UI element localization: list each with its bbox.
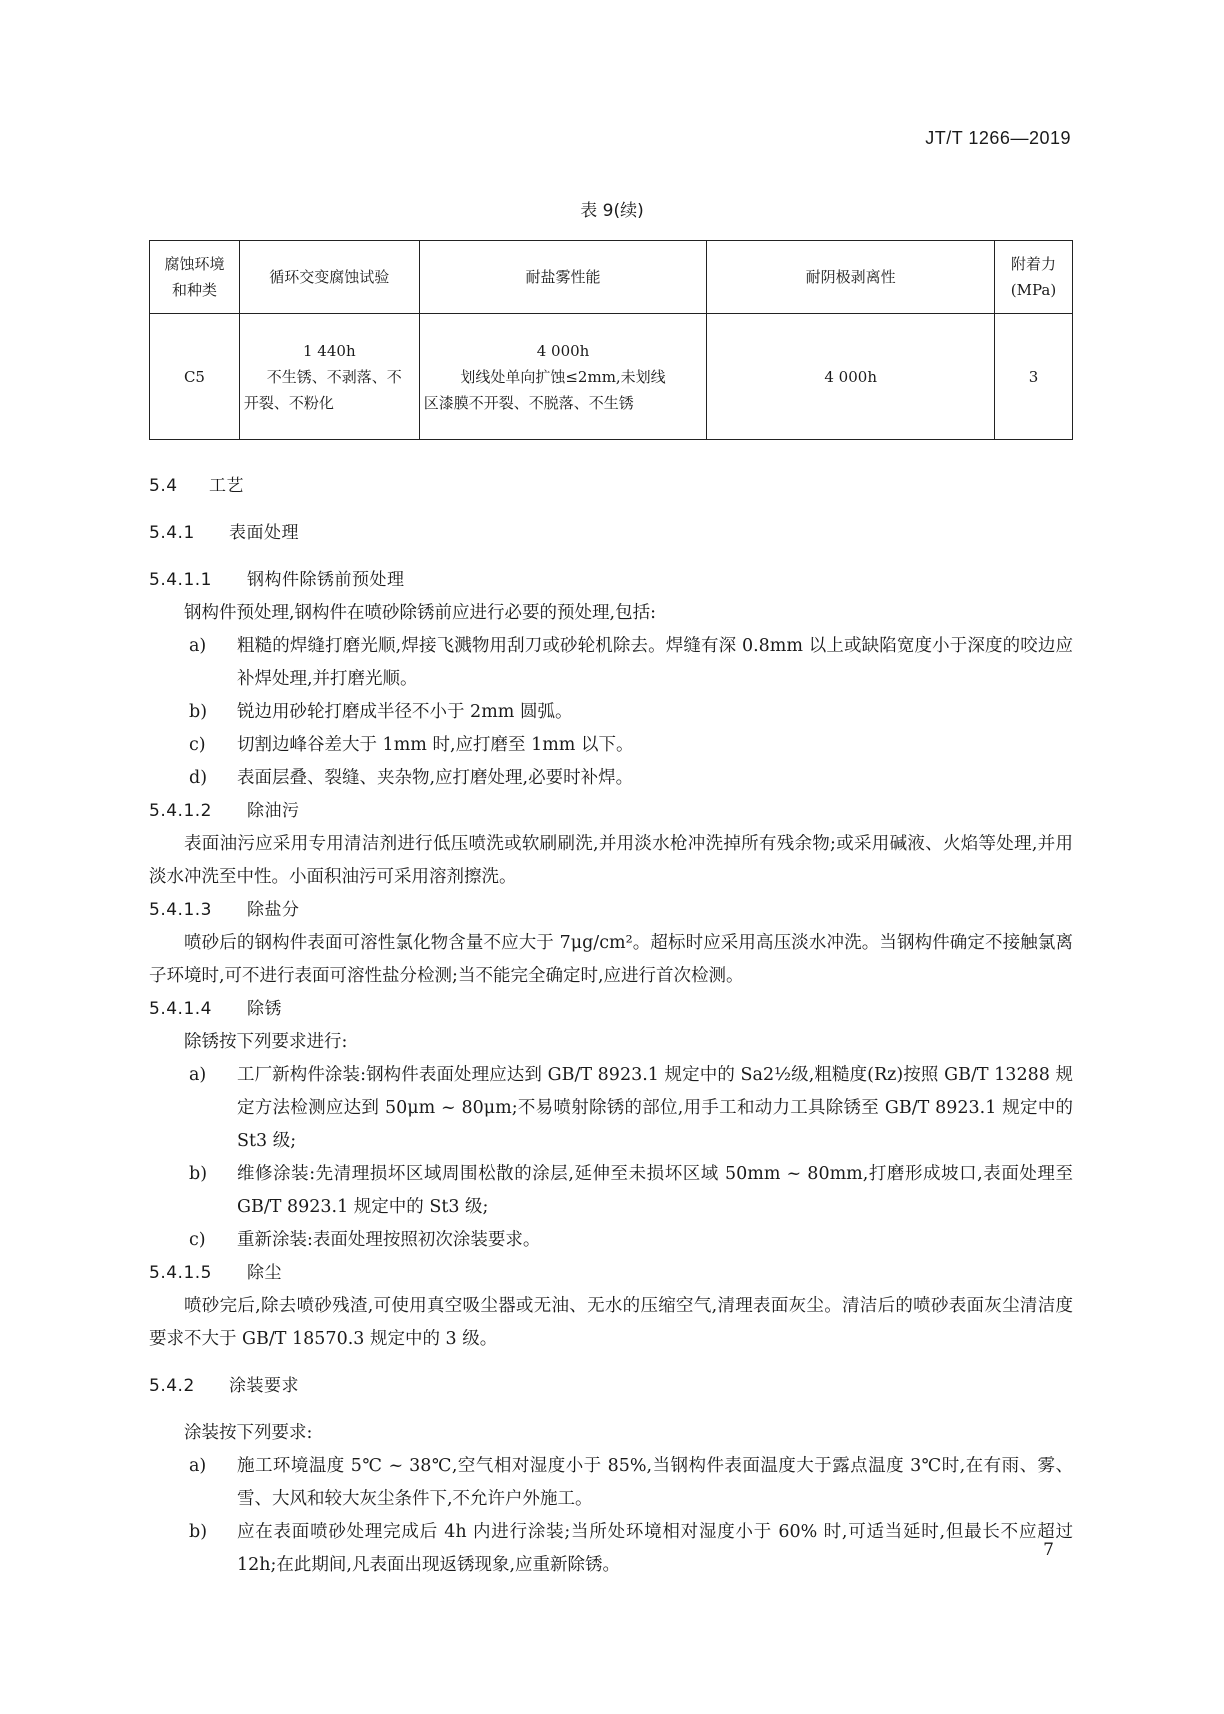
list-item: a) 粗糙的焊缝打磨光顺,焊接飞溅物用刮刀或砂轮机除去。焊缝有深 0.8mm 以上或缺陷宽度小于深度的咬边应补焊处理,并打磨光顺。	[189, 636, 1073, 689]
section-heading-5-4-1-1: 5.4.1.1 钢构件除锈前预处理	[149, 570, 405, 590]
paragraph: 表面油污应采用专用清洁剂进行低压喷洗或软刷刷洗,并用淡水枪冲洗掉所有残余物;或采用碱液、火焰等处理,并用淡水冲洗至中性。小面积油污可采用溶剂擦洗。	[149, 834, 1073, 887]
cell-cathodic: 4 000h	[707, 314, 995, 440]
list-item: b) 锐边用砂轮打磨成半径不小于 2mm 圆弧。	[189, 702, 573, 722]
section-heading-5-4-2: 5.4.2 涂装要求	[149, 1376, 299, 1396]
header-cyclic: 循环交变腐蚀试验	[239, 241, 419, 314]
cell-salt-spray: 4 000h 划线处单向扩蚀≤2mm,未划线 区漆膜不开裂、不脱落、不生锈	[419, 314, 707, 440]
paragraph: 喷砂完后,除去喷砂残渣,可使用真空吸尘器或无油、无水的压缩空气,清理表面灰尘。清洁后的喷砂表面灰尘清洁度要求不大于 GB/T 18570.3 规定中的 3 级。	[149, 1296, 1073, 1349]
section-heading-5-4-1-5: 5.4.1.5 除尘	[149, 1263, 282, 1283]
paragraph: 涂装按下列要求:	[184, 1423, 313, 1443]
section-heading-5-4-1: 5.4.1 表面处理	[149, 523, 299, 543]
list-item: a) 施工环境温度 5℃ ~ 38℃,空气相对湿度小于 85%,当钢构件表面温度大于露点温度 3℃时,在有雨、雾、雪、大风和较大灰尘条件下,不允许户外施工。	[189, 1456, 1073, 1509]
header-salt-spray: 耐盐雾性能	[419, 241, 707, 314]
paragraph: 喷砂后的钢构件表面可溶性氯化物含量不应大于 7μg/cm²。超标时应采用高压淡水冲洗。当钢构件确定不接触氯离子环境时,可不进行表面可溶性盐分检测;当不能完全确定时,应进行首次检测。	[149, 933, 1073, 986]
section-heading-5-4-1-4: 5.4.1.4 除锈	[149, 999, 282, 1019]
section-heading-5-4: 5.4 工艺	[149, 476, 244, 496]
list-item: c) 重新涂装:表面处理按照初次涂装要求。	[189, 1230, 541, 1250]
list-item: b) 维修涂装:先清理损坏区域周围松散的涂层,延伸至未损坏区域 50mm ~ 80mm,打磨形成坡口,表面处理至 GB/T 8923.1 规定中的 St3 级;	[189, 1164, 1073, 1217]
cell-cyclic: 1 440h 不生锈、不剥落、不 开裂、不粉化	[239, 314, 419, 440]
paragraph: 除锈按下列要求进行:	[184, 1032, 348, 1052]
header-cathodic: 耐阴极剥离性	[707, 241, 995, 314]
page-number: 7	[1043, 1540, 1054, 1560]
header-env: 腐蚀环境 和种类	[150, 241, 240, 314]
list-item: a) 工厂新构件涂装:钢构件表面处理应达到 GB/T 8923.1 规定中的 Sa2½级,粗糙度(Rz)按照 GB/T 13288 规定方法检测应达到 50μm ~ 80μm;不易喷射除锈的部位,用手工和动力工具除锈至 GB/T 8923.1 规定中的 St3 级;	[189, 1065, 1073, 1151]
header-adhesion: 附着力 (MPa)	[995, 241, 1073, 314]
list-item: c) 切割边峰谷差大于 1mm 时,应打磨至 1mm 以下。	[189, 735, 634, 755]
section-heading-5-4-1-2: 5.4.1.2 除油污	[149, 801, 300, 821]
section-heading-5-4-1-3: 5.4.1.3 除盐分	[149, 900, 300, 920]
cell-env: C5	[150, 314, 240, 440]
paragraph: 钢构件预处理,钢构件在喷砂除锈前应进行必要的预处理,包括:	[184, 603, 657, 623]
list-item: b) 应在表面喷砂处理完成后 4h 内进行涂装;当所处环境相对湿度小于 60% 时,可适当延时,但最长不应超过 12h;在此期间,凡表面出现返锈现象,应重新除锈。	[189, 1522, 1073, 1575]
document-code: JT/T 1266—2019	[925, 128, 1071, 148]
table-row	[150, 314, 1073, 440]
list-item: d) 表面层叠、裂缝、夹杂物,应打磨处理,必要时补焊。	[189, 768, 634, 788]
table-title: 表 9(续)	[580, 201, 644, 221]
cell-adhesion: 3	[995, 314, 1073, 440]
spec-table	[149, 240, 1073, 440]
body-content	[149, 470, 1073, 1582]
table-header-row	[150, 241, 1073, 314]
